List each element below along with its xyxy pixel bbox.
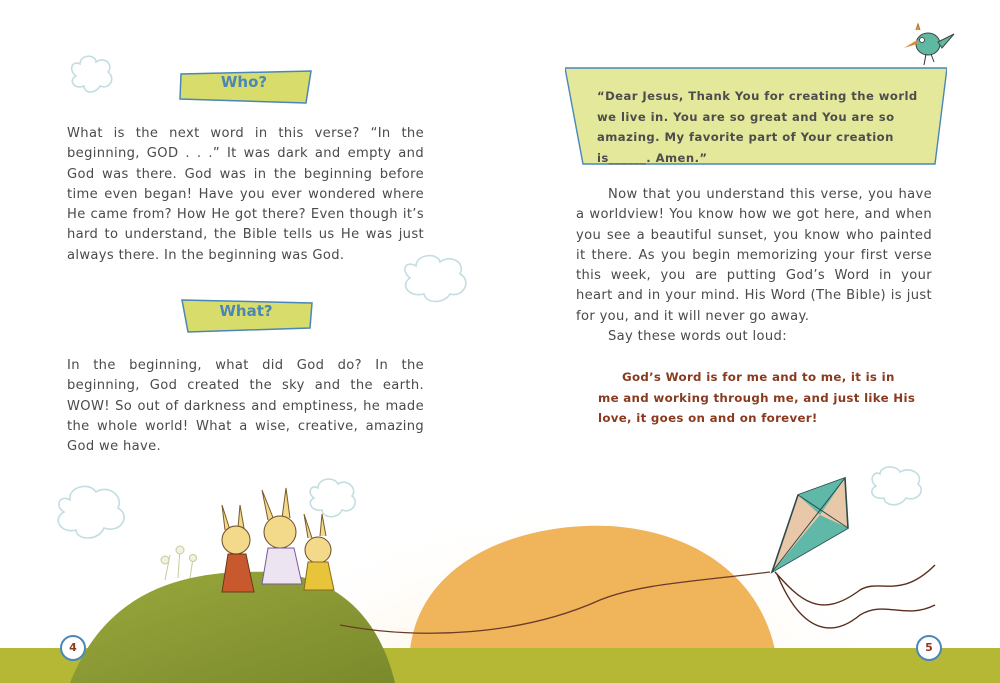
dandelion-icon <box>161 546 197 580</box>
who-body-text: What is the next word in this verse? “In the beginning, GOD . . .” It was dark and empty and God was there. God was in the beginning before time even began! Have you ever wondered where He came from? How He got there? Even though it’s hard to understand, the Bible tells us He was just always there. In the beginning was God. <box>67 126 424 263</box>
prayer-text: “Dear Jesus, Thank You for creating the world we live in. You are so great and You are so amazing. My favorite part of Your creation is______. Amen.” <box>597 89 918 165</box>
what-heading-text: What? <box>219 302 273 320</box>
section-heading-who <box>178 67 310 99</box>
bunny-icon <box>262 488 302 584</box>
what-body-text: In the beginning, what did God do? In the beginning, God created the sky and the earth. WOW! So out of darkness and emptiness, he made the whole world! What a wise, creative, amazing God we have. <box>67 358 424 455</box>
illustration <box>0 460 1000 683</box>
declaration-text: God’s Word is for me and to me, it is in me and working through me, and just like His love, it goes on and on forever! <box>598 370 916 425</box>
bunny-icon <box>222 505 254 592</box>
section-heading-what <box>180 296 312 328</box>
cloud-icon <box>872 467 921 505</box>
prayer-box <box>565 66 947 164</box>
bunny-icon <box>304 514 334 590</box>
page-number-right: 5 <box>916 635 942 661</box>
bird-icon <box>900 22 958 66</box>
cloud-icon <box>394 250 474 306</box>
cloud-icon <box>58 486 124 538</box>
page-number-left: 4 <box>60 635 86 661</box>
who-heading-text: Who? <box>220 73 268 91</box>
worldview-text: Now that you understand this verse, you have a worldview! You know how we got here, and when you see a beautiful sunset, you know who painted it there. As you begin memorizing your first verse this week, you are putting God’s Word in your heart and in your mind. His Word (The Bible) is just for you, and it will never go away. Say these words out loud: <box>576 187 932 345</box>
cloud-icon <box>310 479 355 517</box>
cloud-icon <box>66 52 118 96</box>
